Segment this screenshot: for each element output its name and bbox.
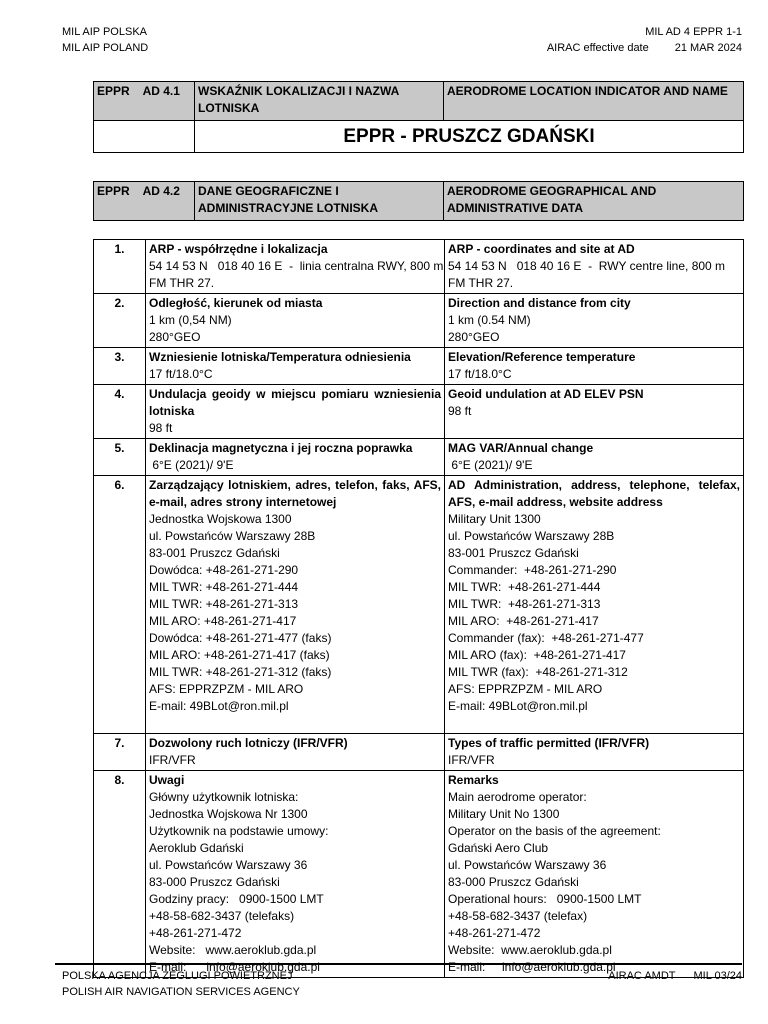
table-row — [94, 476, 744, 734]
header-page-id: MIL AD 4 EPPR 1-1 — [645, 26, 742, 38]
cell-heading-pl: ARP - współrzędne i lokalizacja — [149, 242, 328, 256]
cell-line-pl: Jednostka Wojskowa 1300 — [149, 512, 292, 526]
cell-line-en: Main aerodrome operator: — [448, 790, 587, 804]
cell-en — [445, 348, 744, 385]
cell-line-en: Gdański Aero Club — [448, 841, 549, 855]
section-ad41-header-row — [94, 82, 744, 121]
row-number: 1. — [94, 240, 146, 294]
cell-heading-en: Geoid undulation at AD ELEV PSN — [448, 387, 644, 401]
row-number: 4. — [94, 385, 146, 439]
cell-line-pl: 17 ft/18.0°C — [149, 367, 213, 381]
cell-en — [445, 385, 744, 439]
cell-line-pl: 54 14 53 N 018 40 16 E - linia centralna RWY, 800 m — [149, 259, 444, 273]
cell-line-en: 280°GEO — [448, 330, 500, 344]
footer-agency-pl: POLSKA AGENCJA ŻEGLUGI POWIETRZNEJ — [62, 970, 293, 982]
cell-heading-en: MAG VAR/Annual change — [448, 441, 594, 455]
section-ad42-title-pl: DANE GEOGRAFICZNE I ADMINISTRACYJNE LOTNISKA — [195, 182, 444, 221]
cell-en — [445, 476, 744, 734]
footer-amdt-value: MIL 03/24 — [693, 970, 742, 982]
cell-heading-pl: Deklinacja magnetyczna i jej roczna poprawka — [149, 441, 413, 455]
geographic-data-rows — [94, 240, 744, 978]
table-row — [94, 348, 744, 385]
cell-pl — [146, 476, 445, 734]
cell-line-en: Commander (fax): +48-261-271-477 — [448, 631, 644, 645]
cell-line-pl: 6°E (2021)/ 9'E — [149, 458, 234, 472]
section-ad42-header-row — [94, 182, 744, 221]
cell-heading-pl: Uwagi — [149, 773, 185, 787]
cell-line-pl: 98 ft — [149, 421, 173, 435]
header-effective-date: 21 MAR 2024 — [674, 42, 742, 54]
cell-line-en: FM THR 27. — [448, 276, 514, 290]
cell-line-pl: AFS: EPPRZPZM - MIL ARO — [149, 682, 304, 696]
cell-line-en: 83-001 Pruszcz Gdański — [448, 546, 579, 560]
spacer — [448, 715, 740, 732]
cell-line-pl: +48-58-682-3437 (telefaks) — [149, 909, 295, 923]
table-row — [94, 294, 744, 348]
cell-en — [445, 294, 744, 348]
cell-line-en: MIL TWR: +48-261-271-444 — [448, 580, 601, 594]
cell-pl — [146, 771, 445, 978]
cell-en — [445, 240, 744, 294]
row-number: 2. — [94, 294, 146, 348]
cell-line-en: Website: www.aeroklub.gda.pl — [448, 943, 612, 957]
cell-line-pl: Użytkownik na podstawie umowy: — [149, 824, 329, 838]
cell-line-pl: 83-000 Pruszcz Gdański — [149, 875, 280, 889]
cell-heading-pl: Undulacja geoidy w miejscu pomiaru wzniesienia lotniska — [149, 387, 441, 418]
cell-line-en: +48-261-271-472 — [448, 926, 541, 940]
cell-line-en: Military Unit No 1300 — [448, 807, 560, 821]
cell-heading-en: Direction and distance from city — [448, 296, 631, 310]
row-number: 6. — [94, 476, 146, 734]
cell-heading-en: Elevation/Reference temperature — [448, 350, 636, 364]
cell-line-pl: Dowódca: +48-261-271-477 (faks) — [149, 631, 332, 645]
cell-line-en: MIL ARO (fax): +48-261-271-417 — [448, 648, 626, 662]
cell-line-en: Operational hours: 0900-1500 LMT — [448, 892, 642, 906]
row-number: 3. — [94, 348, 146, 385]
cell-line-pl: MIL TWR: +48-261-271-313 — [149, 597, 299, 611]
footer-rule — [55, 963, 742, 965]
geographic-data-table — [93, 239, 744, 978]
cell-line-en: 98 ft — [448, 404, 472, 418]
cell-line-en: Commander: +48-261-271-290 — [448, 563, 617, 577]
table-row — [94, 734, 744, 771]
header-publication-pl: MIL AIP POLSKA — [62, 26, 147, 38]
cell-line-pl: MIL ARO: +48-261-271-417 (faks) — [149, 648, 330, 662]
cell-line-en: MIL ARO: +48-261-271-417 — [448, 614, 599, 628]
section-ad41-empty-cell — [94, 121, 195, 153]
footer-left — [62, 968, 300, 1000]
cell-line-pl: MIL TWR: +48-261-271-444 — [149, 580, 299, 594]
cell-heading-pl: Zarządzający lotniskiem, adres, telefon, faks, AFS, e-mail, adres strony internetowej — [149, 478, 441, 509]
cell-line-en: ul. Powstańców Warszawy 36 — [448, 858, 607, 872]
row-number: 8. — [94, 771, 146, 978]
section-ad41-code: EPPR AD 4.1 — [94, 82, 195, 121]
cell-heading-en: Types of traffic permitted (IFR/VFR) — [448, 736, 650, 750]
header-right — [547, 24, 742, 56]
cell-en — [445, 439, 744, 476]
cell-line-pl: +48-261-271-472 — [149, 926, 242, 940]
footer-amdt-label: AIRAC AMDT — [608, 970, 676, 982]
section-ad41-title-en: AERODROME LOCATION INDICATOR AND NAME — [444, 82, 744, 121]
table-row — [94, 439, 744, 476]
cell-line-pl: Dowódca: +48-261-271-290 — [149, 563, 299, 577]
cell-heading-en: ARP - coordinates and site at AD — [448, 242, 635, 256]
cell-line-en: IFR/VFR — [448, 753, 495, 767]
cell-line-en: MIL TWR (fax): +48-261-271-312 — [448, 665, 628, 679]
header-effective — [547, 40, 742, 56]
cell-line-en: 17 ft/18.0°C — [448, 367, 512, 381]
header-publication-en: MIL AIP POLAND — [62, 42, 149, 54]
table-row — [94, 385, 744, 439]
table-row — [94, 240, 744, 294]
cell-line-en: ul. Powstańców Warszawy 28B — [448, 529, 615, 543]
section-ad41-name-row — [94, 121, 744, 153]
cell-line-en: E-mail: info@aeroklub.gda.pl — [448, 960, 616, 974]
cell-pl — [146, 294, 445, 348]
cell-line-en: AFS: EPPRZPZM - MIL ARO — [448, 682, 603, 696]
cell-pl — [146, 348, 445, 385]
cell-pl — [146, 240, 445, 294]
cell-line-pl: IFR/VFR — [149, 753, 196, 767]
cell-heading-pl: Odległość, kierunek od miasta — [149, 296, 323, 310]
section-ad42-table — [93, 181, 744, 221]
cell-pl — [146, 439, 445, 476]
header-left — [62, 24, 148, 56]
cell-line-pl: Główny użytkownik lotniska: — [149, 790, 299, 804]
footer-right — [608, 968, 742, 984]
cell-line-pl: ul. Powstańców Warszawy 28B — [149, 529, 316, 543]
cell-line-en: 54 14 53 N 018 40 16 E - RWY centre line, 800 m — [448, 259, 726, 273]
cell-line-en: E-mail: 49BLot@ron.mil.pl — [448, 699, 588, 713]
cell-line-en: 6°E (2021)/ 9'E — [448, 458, 533, 472]
cell-line-en: 83-000 Pruszcz Gdański — [448, 875, 579, 889]
cell-line-pl: FM THR 27. — [149, 276, 215, 290]
cell-line-pl: ul. Powstańców Warszawy 36 — [149, 858, 308, 872]
cell-heading-pl: Wzniesienie lotniska/Temperatura odniesienia — [149, 350, 411, 364]
cell-line-en: Operator on the basis of the agreement: — [448, 824, 661, 838]
cell-pl — [146, 734, 445, 771]
cell-line-pl: MIL TWR: +48-261-271-312 (faks) — [149, 665, 332, 679]
footer-agency-en: POLISH AIR NAVIGATION SERVICES AGENCY — [62, 986, 300, 998]
cell-line-pl: 83-001 Pruszcz Gdański — [149, 546, 280, 560]
cell-line-pl: Aeroklub Gdański — [149, 841, 244, 855]
table-row — [94, 771, 744, 978]
aerodrome-name: EPPR - PRUSZCZ GDAŃSKI — [195, 121, 744, 153]
cell-line-en: +48-58-682-3437 (telefax) — [448, 909, 588, 923]
cell-heading-en: Remarks — [448, 773, 499, 787]
header-effective-label: AIRAC effective date — [546, 42, 649, 54]
cell-line-en: Military Unit 1300 — [448, 512, 541, 526]
cell-heading-en: AD Administration, address, telephone, telefax, AFS, e-mail address, website address — [448, 478, 740, 509]
cell-line-pl: MIL ARO: +48-261-271-417 — [149, 614, 297, 628]
cell-line-pl: 280°GEO — [149, 330, 201, 344]
cell-line-pl: E-mail: 49BLot@ron.mil.pl — [149, 699, 289, 713]
section-ad42-code: EPPR AD 4.2 — [94, 182, 195, 221]
row-number: 7. — [94, 734, 146, 771]
cell-pl — [146, 385, 445, 439]
section-ad42-title-en: AERODROME GEOGRAPHICAL AND ADMINISTRATIVE DATA — [444, 182, 744, 221]
row-number: 5. — [94, 439, 146, 476]
cell-line-pl: Jednostka Wojskowa Nr 1300 — [149, 807, 308, 821]
cell-en — [445, 771, 744, 978]
cell-line-pl: E-mail: info@aeroklub.gda.pl — [149, 960, 320, 974]
cell-line-en: MIL TWR: +48-261-271-313 — [448, 597, 601, 611]
cell-en — [445, 734, 744, 771]
cell-heading-pl: Dozwolony ruch lotniczy (IFR/VFR) — [149, 736, 348, 750]
cell-line-pl: Godziny pracy: 0900-1500 LMT — [149, 892, 324, 906]
section-ad41-title-pl: WSKAŹNIK LOKALIZACJI I NAZWA LOTNISKA — [195, 82, 444, 121]
section-ad41-table — [93, 81, 744, 153]
cell-line-pl: 1 km (0,54 NM) — [149, 313, 232, 327]
cell-line-en: 1 km (0.54 NM) — [448, 313, 531, 327]
cell-line-pl: Website: www.aeroklub.gda.pl — [149, 943, 317, 957]
spacer — [149, 715, 441, 732]
